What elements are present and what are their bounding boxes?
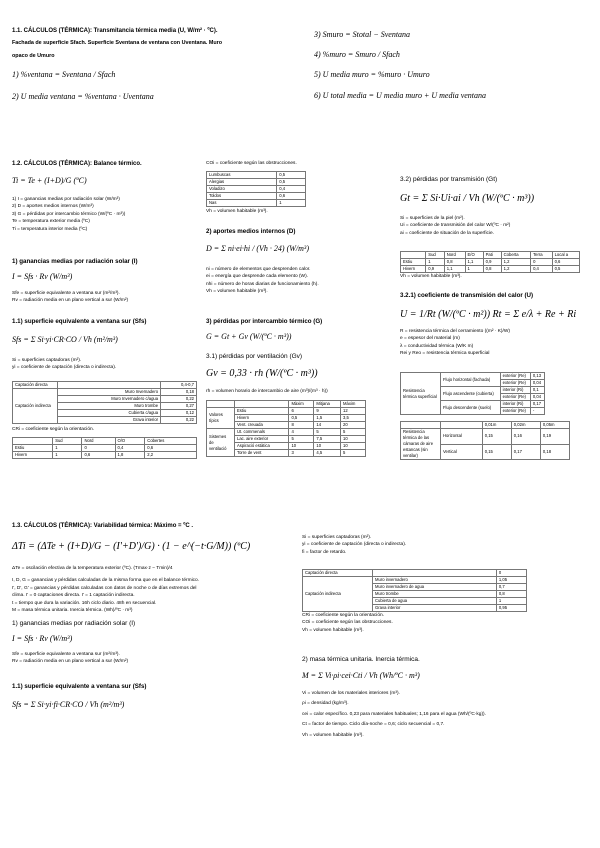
table-cell: 0,17: [511, 444, 540, 460]
table-cell: 4,5: [314, 450, 341, 457]
table-cell: Resistencia térmica superficial: [401, 373, 441, 415]
table-cell: Muro Invernadero: [58, 389, 161, 396]
table-row: [207, 401, 366, 408]
s12-situation-table: [400, 251, 580, 273]
table-cell: [58, 382, 161, 389]
def-line: Vi = volumen de los materiales interiores (m³).: [302, 691, 400, 696]
table-cell: Vertical: [441, 444, 483, 460]
def-line: R = resistencia térmica del cerramiento ((m² · K)/W): [400, 329, 510, 334]
s12-vh: Vh = volumen habitable (m³).: [206, 209, 268, 214]
s12-obstruction-table: [206, 171, 306, 207]
table-cell: 0,6: [145, 445, 197, 452]
def-line: Sfe = superficie equivalente a ventana sur (m²/m³).: [12, 291, 120, 296]
table-cell: 0,4: [115, 445, 145, 452]
table-row: [207, 186, 306, 193]
s13-rad-formula: I = Sfs · Rv (W/m³): [12, 634, 73, 643]
table-cell: 1,05: [496, 577, 526, 584]
s13-rad-defs: [12, 651, 128, 666]
table-row: [13, 382, 197, 389]
table-cell: 1: [465, 266, 483, 273]
table-cell: 10: [341, 443, 366, 450]
s13-masa-formula: M = Σ Vi·ρi·cei·Cti / Vh (Wh/ºC · m³): [302, 671, 420, 680]
table-cell: interior (Ri): [500, 401, 530, 408]
table-cell: -: [530, 408, 544, 415]
table-cell: 0,15: [482, 429, 511, 445]
s13-rad-heading: 1) ganancias medias por radiación solar (I): [12, 620, 136, 627]
s12-sup-heading: 1.1) superficie equivalente a ventana sur (Sfs): [12, 318, 147, 325]
table-cell: 0,8: [483, 266, 501, 273]
table-cell: Muro trombe: [373, 591, 497, 598]
table-cell: Cubierta de agua: [373, 598, 497, 605]
table-cell: Muro invernadero de agua: [373, 584, 497, 591]
table-cell: Grava interior: [58, 417, 161, 424]
table-row: [207, 200, 306, 207]
table-cell: Grava interior: [373, 605, 497, 612]
table-cell: Captación indirecta: [13, 389, 58, 424]
table-row: [303, 577, 527, 584]
table-cell: 0: [531, 259, 553, 266]
def-line: cei = calor específico. 0,23 para materiales habituales; 1,16 para el agua (Wh/(ºC·kg)).: [302, 711, 486, 717]
table-cell: Hivern: [235, 415, 289, 422]
table-row: [13, 445, 197, 452]
table-cell: 14: [314, 422, 341, 429]
table-cell: 1,5: [314, 415, 341, 422]
def-line: nhi = número de horas diarias de funcionamiento (h).: [206, 281, 319, 287]
table-row: [303, 570, 527, 577]
s12-capture-table: [12, 381, 197, 424]
table-cell: 1: [426, 259, 444, 266]
def-line: Si = superficies captadoras (m²).: [302, 535, 372, 540]
s12-sup-defs: [12, 357, 116, 372]
table-cell: Nord: [82, 438, 115, 445]
table-cell: 0,1: [530, 387, 544, 394]
s13-capture-table: [302, 569, 527, 612]
s12-aportes-heading: 2) aportes medios internos (D): [206, 228, 296, 235]
table-cell: exterior (Re): [500, 373, 530, 380]
def-line: I', D', G' = ganancias y pérdidas calculadas con datos de noche o de días extremos del: [12, 585, 197, 591]
table-cell: Horizontal: [441, 429, 483, 445]
s12-vent-formula: Gv = 0,33 · rh (W/(ºC · m³)): [206, 368, 318, 379]
table-row: [207, 408, 366, 415]
s12-coi: COi = coeficiente según las obstrucciones.: [206, 161, 297, 166]
table-cell: 0,6: [277, 193, 306, 200]
table-row: [13, 438, 197, 445]
table-cell: Alergias: [207, 179, 277, 186]
table-cell: 1,1: [465, 259, 483, 266]
s12-sup-formula: Sfs = Σ Si·yi·CR·CO / Vh (m²/m³): [12, 335, 118, 344]
s12-trans-formula: Gt = Σ Si·Ui·ai / Vh (W/(ºC · m³)): [400, 193, 535, 204]
def-line: ΔTe = oscilación efectiva de la temperatura exterior (ºC). (Tmax·z − Tmin)/4: [12, 566, 173, 571]
table-cell: 0,4-0,7: [161, 382, 197, 389]
s12-vent-heading: 3.1) pérdidas por ventilación (Gv): [206, 353, 303, 360]
s12-trans-defs: [400, 215, 510, 237]
table-cell: exterior (Re): [500, 380, 530, 387]
def-line: 3) G = pérdidas por intercambio térmico (W/(ºC · m³)): [12, 211, 126, 217]
table-cell: Nas: [207, 200, 277, 207]
table-cell: Muro Invernadero c/agua: [58, 396, 161, 403]
s12-perdidas-heading: 3) pérdidas por intercambio térmico (G): [206, 318, 323, 325]
s13-right-defs: [302, 534, 406, 556]
table-row: [207, 179, 306, 186]
table-cell: 0,16: [511, 429, 540, 445]
table-cell: 6: [289, 408, 314, 415]
def-line: e = espesor del material (m): [400, 336, 460, 342]
table-cell: Sud: [53, 438, 82, 445]
table-cell: 0,5: [289, 415, 314, 422]
s11-formula-5: 5) U media muro = %muro · Umuro: [314, 70, 430, 79]
def-line: Rv = radiación media en un plano vertical a sur (W/m²): [12, 659, 129, 665]
table-cell: 1,2: [501, 266, 530, 273]
table-cell: 8: [289, 422, 314, 429]
def-line: yi = coeficiente de captación (directa o indirecta).: [12, 365, 117, 371]
table-cell: 9: [314, 408, 341, 415]
table-cell: 0,18: [540, 444, 569, 460]
table-cell: 0,6: [552, 259, 579, 266]
table-row: [401, 429, 570, 445]
table-cell: Coberta: [501, 252, 530, 259]
table-cell: 5: [289, 436, 314, 443]
def-line: Vh = volumen habitable (m³).: [302, 732, 364, 738]
table-cell: Mitjana: [314, 401, 341, 408]
def-line: 2) D = aportes medios internos (W/m³): [12, 204, 94, 210]
s11-formula-4: 4) %muro = Smuro / Sfach: [314, 50, 400, 59]
s11-formula-1: 1) %ventana = Sventana / Sfach: [12, 70, 116, 79]
table-cell: Torre de vent: [235, 450, 289, 457]
def-line: M = masa térmica unitaria. Inercia térmica. (Wh)/ºC · m³): [12, 608, 133, 614]
table-cell: Màxim: [289, 401, 314, 408]
table-cell: Estiu: [401, 259, 426, 266]
def-line: clima. I' = 0 captaciones directa. I' = 1 captación indirecta.: [12, 593, 135, 599]
table-cell: Nord: [444, 252, 465, 259]
def-line: CRi = coeficiente según la orientación.: [302, 613, 384, 618]
s11-formula-3: 3) Smuro = Stotal − Sventana: [314, 30, 411, 39]
table-cell: Cobertes: [145, 438, 197, 445]
table-cell: 0,5: [277, 179, 306, 186]
table-cell: 0,05m: [540, 422, 569, 429]
def-line: Ct = factor de tiempo. Ciclo día-noche = 0,6; ciclo secuencial = 0,7.: [302, 722, 445, 728]
table-cell: 0,18: [161, 389, 197, 396]
table-cell: 0,9: [426, 266, 444, 273]
table-cell: 0,4: [531, 266, 553, 273]
table-cell: Màxim: [341, 401, 366, 408]
def-line: t = tiempo que dura la variación. 16h ciclo diario. 48h en secuencial.: [12, 600, 157, 606]
table-cell: exterior (Re): [500, 408, 530, 415]
table-cell: 1: [53, 452, 82, 459]
table-cell: 0,22: [161, 417, 197, 424]
table-row: [401, 373, 545, 380]
table-cell: Resistencia térmica de las cámaras de aire estancas (sin ventilar): [401, 429, 441, 460]
table-cell: Aspiració estàtica: [235, 443, 289, 450]
def-line: fi = factor de retardo.: [302, 549, 347, 555]
table-row: [401, 266, 580, 273]
table-cell: 7,5: [314, 436, 341, 443]
table-cell: 0,01m: [482, 422, 511, 429]
table-cell: 0,04: [530, 394, 544, 401]
s12-definitions: [12, 196, 197, 233]
table-cell: Captación indirecta: [303, 577, 373, 612]
s12-orientation-table: [12, 437, 197, 459]
table-cell: 0,22: [161, 396, 197, 403]
table-cell: [235, 401, 289, 408]
table-cell: 1: [277, 200, 306, 207]
def-line: Si = superficies captadoras (m²).: [12, 358, 82, 363]
table-cell: 0,6: [82, 452, 115, 459]
table-cell: Pati: [483, 252, 501, 259]
def-line: Te = temperatura exterior media (ºC): [12, 219, 90, 225]
table-cell: 0,12: [161, 410, 197, 417]
table-cell: Cubierta c/agua: [58, 410, 161, 417]
table-cell: [207, 401, 235, 408]
table-cell: 0,15: [482, 444, 511, 460]
s12-perdidas-formula: G = Gt + Gv (W/(ºC · m³)): [206, 332, 292, 341]
s13-masa-defs: [302, 690, 592, 739]
table-cell: 0,13: [530, 373, 544, 380]
table-cell: Estiu: [235, 408, 289, 415]
table-cell: 10: [289, 443, 314, 450]
s12-rad-formula: I = Sfs · Rv (W/m³): [12, 272, 73, 281]
table-cell: Valores típics: [207, 408, 235, 429]
table-cell: 12: [341, 408, 366, 415]
def-line: λ = conductividad térmica (W/K m): [400, 343, 474, 349]
table-cell: [401, 252, 426, 259]
table-cell: Lumbuscas: [207, 172, 277, 179]
s12-ventilation-table: [206, 400, 366, 457]
table-cell: Hivern: [13, 452, 53, 459]
def-line: Ti = temperatura interior media (ºC): [12, 226, 88, 232]
table-cell: Lac. aire exterior: [235, 436, 289, 443]
s11-intro-line2: Fachada de superficie Sfach. Superficie Sventana de ventana con Uventana. Muro: [12, 40, 222, 46]
table-row: [207, 172, 306, 179]
table-cell: 1,2: [501, 259, 530, 266]
def-line: yi = coeficiente de captación (directa o indirecta).: [302, 542, 407, 548]
s12-coef-heading: 3.2.1) coeficiente de transmisión del calor (U): [400, 292, 534, 299]
table-cell: 0,5: [552, 266, 579, 273]
def-line: Vh = volumen habitable (m³).: [302, 627, 364, 633]
table-cell: 4: [289, 429, 314, 436]
table-cell: Captación directa: [303, 570, 373, 577]
table-row: [401, 252, 580, 259]
def-line: Ui = coeficiente de transmisión del calor W/(ºC · m²): [400, 223, 511, 229]
table-cell: 3: [289, 450, 314, 457]
s12-vh2: Vh = volumen habitable (m³).: [400, 274, 462, 279]
table-cell: Muro trombe: [58, 403, 161, 410]
s12-coef-defs: [400, 328, 510, 358]
table-cell: Terra: [531, 252, 553, 259]
table-cell: 0,27: [161, 403, 197, 410]
table-cell: 0,9: [483, 259, 501, 266]
s12-title: 1.2. CÁLCULOS (TÉRMICA): Balance térmico.: [12, 161, 142, 167]
s12-rad-defs: [12, 290, 128, 305]
table-cell: 10: [314, 443, 341, 450]
table-cell: Muro invernadero: [373, 577, 497, 584]
table-row: [13, 452, 197, 459]
table-cell: [401, 422, 441, 429]
table-cell: 0,4: [277, 186, 306, 193]
table-cell: Sud: [426, 252, 444, 259]
table-row: [207, 429, 366, 436]
s13-sup-formula: Sfs = Σ Si·yi·fi·CR·CO / Vh (m²/m³): [12, 700, 125, 709]
table-cell: Hivern: [401, 266, 426, 273]
table-cell: Sistemes de ventilació: [207, 429, 235, 457]
s13-formula: ΔTi = (ΔTe + (I+D)/G − (I'+D')/G) · (1 − e^(−t·G/M)) (ºC): [12, 541, 251, 552]
table-cell: Estiu: [13, 445, 53, 452]
table-row: [207, 193, 306, 200]
table-cell: 20: [341, 422, 366, 429]
s12-air-chamber-table: [400, 421, 570, 460]
table-cell: Flujo horizontal (fachada): [441, 373, 501, 387]
table-cell: Flujo descendente (suelo): [441, 401, 501, 415]
table-row: [13, 389, 197, 396]
def-line: ni = número de elementos que desprenden calor.: [206, 267, 311, 272]
table-row: [401, 259, 580, 266]
s12-trans-heading: 3.2) pérdidas por transmisión (Gt): [400, 176, 498, 183]
s12-rh-def: rh = volumen horario de intercambio de aire (m³)/(m³ · h)): [206, 389, 328, 394]
def-line: Si = superficies de la piel (m²).: [400, 216, 465, 221]
table-cell: Captación directa: [13, 382, 58, 389]
s11-formula-6: 6) U total media = U media muro + U media ventana: [314, 91, 487, 100]
table-cell: 1: [496, 598, 526, 605]
table-cell: 2,2: [145, 452, 197, 459]
table-cell: Ut. commenals: [235, 429, 289, 436]
table-cell: [13, 438, 53, 445]
table-cell: 0,02m: [511, 422, 540, 429]
table-cell: 3,5: [341, 415, 366, 422]
table-cell: O/O: [115, 438, 145, 445]
table-cell: 0,17: [530, 401, 544, 408]
table-cell: interior (Ri): [500, 387, 530, 394]
table-cell: [441, 422, 483, 429]
s12-formula: Ti = Te + (I+D)/G (ºC): [12, 176, 87, 185]
table-cell: Local a: [552, 252, 579, 259]
table-cell: Toldos: [207, 193, 277, 200]
table-cell: 1: [53, 445, 82, 452]
def-line: ei = energía que desprende cada elemento (W).: [206, 274, 308, 280]
def-line: Sfe = superficie equivalente a ventana sur (m²/m³).: [12, 652, 120, 657]
def-line: Rei y Reo = resistencia térmica superficial: [400, 351, 490, 357]
s11-intro-line3: opaco de Umuro: [12, 53, 55, 59]
def-line: Rv = radiación media en un plano vertical a sur (W/m²): [12, 298, 129, 304]
def-line: I, D, G = ganancias y pérdidas calculadas de la misma forma que en el balance térmico.: [12, 578, 200, 584]
s12-coef-formula: U = 1/Rt (W/(ºC · m²)) Rt = Σ e/λ + Re + Ri: [400, 309, 577, 320]
def-line: ρi = densidad (kg/m³).: [302, 701, 349, 707]
table-cell: 0: [82, 445, 115, 452]
table-cell: Flujo ascendente (cubierta): [441, 387, 501, 401]
table-cell: Voladizo: [207, 186, 277, 193]
s12-aportes-defs: [206, 266, 319, 296]
table-cell: 0,8: [444, 259, 465, 266]
table-cell: 1,8: [115, 452, 145, 459]
table-cell: 0,19: [540, 429, 569, 445]
table-cell: [373, 570, 497, 577]
table-cell: 0,04: [530, 380, 544, 387]
table-cell: E/O: [465, 252, 483, 259]
s11-formula-2: 2) U media ventana = %ventana · Uventana: [12, 92, 154, 101]
s12-resistance-table: [400, 372, 545, 415]
s13-sup-heading: 1.1) superficie equivalente a ventana sur (Sfs): [12, 683, 147, 690]
s13-defs: [12, 565, 297, 615]
s13-right-defs2: [302, 612, 393, 634]
table-cell: 0,8: [496, 591, 526, 598]
def-line: ai = coeficiente de situación de la superficie.: [400, 230, 494, 236]
table-cell: 5: [341, 429, 366, 436]
table-row: [401, 422, 570, 429]
table-cell: 10: [341, 436, 366, 443]
def-line: Vh = volumen habitable (m³).: [206, 289, 268, 295]
s12-rad-heading: 1) ganancias medias por radiación solar (I): [12, 258, 138, 265]
s13-title: 1.3. CÁLCULOS (TÉRMICA): Variabilidad térmica: Máximo = ºC .: [12, 523, 194, 529]
table-cell: 0,95: [496, 605, 526, 612]
table-cell: 0,7: [496, 584, 526, 591]
table-cell: Vent. creuada: [235, 422, 289, 429]
def-line: 1) I = ganancias medias por radiación solar (W/m³): [12, 197, 120, 202]
table-cell: 0,5: [277, 172, 306, 179]
table-cell: 5: [341, 450, 366, 457]
s12-cri: CRi = coeficiente según la orientación.: [12, 427, 94, 432]
s11-title: 1.1. CÁLCULOS (TÉRMICA): Transmitancia térmica media (U, W/m² · ºC).: [12, 28, 218, 34]
def-line: COi = coeficiente según las obstrucciones.: [302, 620, 393, 626]
table-cell: 0: [496, 570, 526, 577]
s13-masa-heading: 2) masa térmica unitaria. Inercia térmica.: [302, 656, 420, 663]
s12-aportes-formula: D = Σ ni·ei·hi / (Vh · 24) (W/m³): [206, 244, 309, 253]
table-cell: exterior (Re): [500, 394, 530, 401]
table-cell: 1,1: [444, 266, 465, 273]
table-cell: 5: [314, 429, 341, 436]
